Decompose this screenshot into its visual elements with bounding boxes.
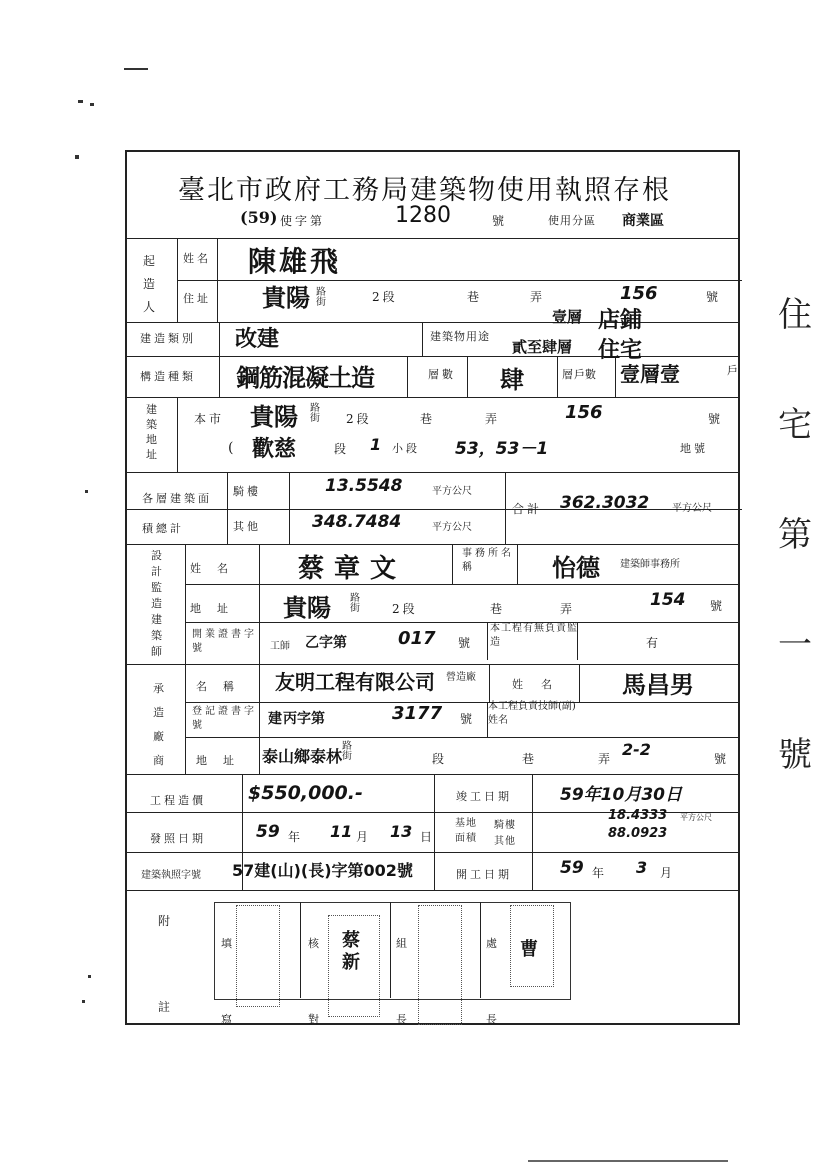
scan-speck	[90, 103, 94, 106]
structure-value: 鋼筋混凝土造	[236, 364, 374, 392]
start-label: 開工日期	[456, 868, 512, 881]
total-area-label: 合計	[512, 502, 543, 516]
arcade-value: 13.5548	[325, 476, 403, 496]
contractor-reg-value: 丙字第	[283, 711, 325, 727]
architect-license-number: 017	[398, 628, 436, 649]
site-lot-suffix: 地號	[680, 442, 708, 455]
site-alley: 弄	[485, 412, 501, 426]
seal-stamp-2-name: 蔡新	[342, 930, 360, 973]
owner-address-number: 156	[620, 283, 658, 304]
architect-office-value: 怡德	[552, 554, 600, 582]
contractor-address-number: 2-2	[622, 740, 651, 759]
document-title: 臺北市政府工務局建築物使用執照存根	[178, 175, 671, 206]
scan-speck	[82, 1000, 85, 1003]
site-number-suffix: 號	[708, 412, 724, 426]
architect-address-road-type: 路街	[350, 593, 363, 614]
contractor-reg-prefix: 建	[268, 711, 282, 727]
area-label: 各層建築面積總計	[142, 492, 212, 535]
owner-section-label: 起造人	[143, 254, 159, 314]
use-floor2-value: 住宅	[598, 338, 643, 363]
architect-license-value: 乙字第	[305, 635, 347, 651]
scan-speck	[75, 155, 79, 159]
base-area-label: 基地面積	[455, 818, 477, 844]
contractor-reg-suffix: 號	[460, 712, 476, 726]
other-area-label: 其他	[233, 520, 261, 533]
site-district-suffix: 段	[334, 442, 350, 456]
architect-address-number-suffix: 號	[710, 599, 726, 613]
issue-day: 13	[390, 822, 413, 841]
floors-unit: 層	[562, 368, 576, 381]
architect-name-value: 蔡章文	[298, 554, 407, 584]
floors-label: 層數	[428, 368, 456, 381]
architect-office-label: 事務所名稱	[462, 548, 514, 573]
scan-speck	[78, 100, 83, 103]
issue-year: 59	[256, 822, 280, 842]
architect-address-lane: 巷	[490, 602, 506, 616]
households-label: 戶數	[574, 368, 596, 381]
architect-address-section: 2段	[392, 602, 418, 616]
scan-speck	[528, 1160, 728, 1162]
use-floor1: 壹層	[552, 308, 583, 326]
completion-value: 59年10月30日	[560, 785, 682, 805]
owner-address-label: 住址	[183, 292, 211, 305]
owner-address-number-suffix: 號	[706, 290, 722, 304]
issue-label: 發照日期	[150, 832, 206, 845]
architect-license-label: 開業證書字號	[192, 629, 257, 654]
contractor-address-label: 地址	[196, 754, 250, 767]
owner-address-road: 貴陽	[262, 284, 310, 312]
cost-label: 工程造價	[150, 794, 206, 807]
other-area-value: 348.7484	[312, 512, 402, 532]
owner-name-value: 陳雄飛	[248, 245, 342, 278]
site-subsection: 1	[370, 435, 382, 454]
base-arcade-value: 18.4333	[608, 808, 668, 823]
other-area-unit: 平方公尺	[432, 522, 472, 533]
start-month-unit: 月	[660, 866, 676, 880]
owner-address-lane: 巷	[467, 290, 483, 304]
site-section: 2段	[346, 412, 372, 426]
households-value: 壹層壹	[620, 362, 680, 386]
scan-speck	[88, 975, 91, 978]
architect-license-suffix: 號	[458, 636, 474, 650]
seal-stamp-3	[418, 905, 462, 1025]
remarks-label-bottom: 註	[158, 1000, 174, 1014]
issue-day-unit: 日	[420, 830, 436, 844]
contractor-person-label: 姓名	[512, 678, 570, 691]
start-month: 3	[636, 858, 648, 877]
start-year: 59	[560, 858, 584, 878]
contractor-address-lane: 巷	[522, 752, 538, 766]
permit-suffix: 號	[492, 214, 508, 228]
issue-month-unit: 月	[356, 830, 372, 844]
seal-stamp-4-name: 曹	[520, 939, 538, 960]
site-number: 156	[565, 402, 603, 423]
seal-stamp-1	[236, 905, 280, 1007]
contractor-person-value: 馬昌男	[622, 671, 694, 699]
architect-name-label: 姓名	[190, 562, 244, 575]
issue-year-unit: 年	[288, 830, 304, 844]
building-use-label: 建築物用途	[430, 330, 490, 343]
total-area-value: 362.3032	[560, 493, 650, 513]
construction-type-label: 建造類別	[140, 332, 196, 345]
contractor-section-label: 承造廠商	[153, 682, 167, 767]
start-year-unit: 年	[592, 866, 608, 880]
contractor-address-value: 泰山鄉泰林	[262, 747, 343, 766]
contractor-name-suffix: 營造廠	[446, 672, 476, 683]
site-lot-numbers: 53，53－1	[455, 439, 549, 459]
contractor-tech-label: 本工程負責技師(副)姓名	[488, 701, 576, 726]
contractor-name-value: 友明工程有限公司	[275, 670, 435, 694]
owner-address-road-type: 路街	[316, 287, 329, 308]
architect-address-alley: 弄	[560, 602, 576, 616]
contractor-address-road-type: 路街	[342, 741, 355, 762]
stamp-fill-label: 填寫	[221, 937, 235, 1026]
contractor-name-label: 名稱	[196, 680, 250, 693]
use-floor1-value: 店鋪	[598, 308, 643, 333]
stamp-check-label: 核對	[308, 937, 322, 1026]
contractor-reg-label: 登記證書字號	[192, 706, 257, 731]
margin-text: 住宅第一號	[778, 295, 812, 775]
base-unit: 平方公尺	[680, 813, 712, 822]
households-unit: 戶	[727, 364, 741, 377]
site-road: 貴陽	[250, 403, 298, 431]
floors-value: 肆	[500, 366, 524, 394]
stamp-leader-label: 組長	[396, 937, 410, 1026]
contractor-address-number-suffix: 號	[714, 752, 730, 766]
arcade-unit: 平方公尺	[432, 486, 472, 497]
base-arcade-label: 騎樓	[494, 820, 516, 831]
permit-year: (59)	[240, 208, 278, 227]
owner-address-alley: 弄	[530, 290, 546, 304]
site-subsection-suffix: 小段	[392, 442, 420, 455]
site-lane: 巷	[420, 412, 436, 426]
architect-office-suffix: 建築師事務所	[620, 559, 680, 570]
zone-label: 使用分區	[548, 214, 596, 227]
total-area-unit: 平方公尺	[672, 503, 712, 514]
contractor-address-alley: 弄	[598, 752, 614, 766]
architect-section-label: 設計監造建築師	[151, 549, 165, 658]
owner-address-section: 2段	[372, 290, 398, 304]
site-paren: (	[228, 440, 237, 456]
structure-label: 構造種類	[140, 370, 196, 383]
site-district: 歡慈	[252, 437, 297, 462]
owner-name-label: 姓名	[183, 252, 211, 265]
permit-prefix: 使字第	[280, 214, 326, 228]
construction-type-value: 改建	[235, 327, 280, 352]
remarks-label-top: 附	[158, 914, 174, 928]
site-city: 本市	[194, 412, 225, 426]
scan-speck	[85, 490, 88, 493]
cost-value: $550,000.-	[248, 782, 363, 804]
base-other-label: 其他	[494, 836, 516, 847]
contractor-address-section: 段	[432, 752, 448, 766]
supervise-value: 有	[646, 636, 662, 650]
permit-label: 建築執照字號	[141, 870, 201, 881]
zone-value: 商業區	[622, 213, 664, 229]
architect-license-prefix: 工師	[270, 641, 290, 652]
completion-label: 竣工日期	[456, 790, 512, 803]
site-road-type: 路街	[310, 403, 323, 424]
form-frame	[125, 150, 740, 1025]
supervise-label: 本工程有無負責監造	[490, 623, 578, 648]
architect-address-number: 154	[650, 590, 686, 610]
site-label: 建築地址	[146, 403, 160, 461]
arcade-label: 騎樓	[233, 485, 261, 498]
issue-month: 11	[330, 822, 353, 841]
base-other-value: 88.0923	[608, 826, 668, 841]
permit-value: 57建(山)(長)字第002號	[232, 861, 413, 880]
architect-address-road: 貴陽	[283, 594, 331, 622]
use-floor2: 貳至肆層	[512, 338, 573, 356]
contractor-reg-number: 3177	[392, 703, 443, 724]
scan-speck	[124, 68, 148, 70]
architect-address-label: 地址	[190, 602, 244, 615]
stamp-director-label: 處長	[486, 937, 500, 1026]
permit-number: 1280	[395, 203, 451, 228]
